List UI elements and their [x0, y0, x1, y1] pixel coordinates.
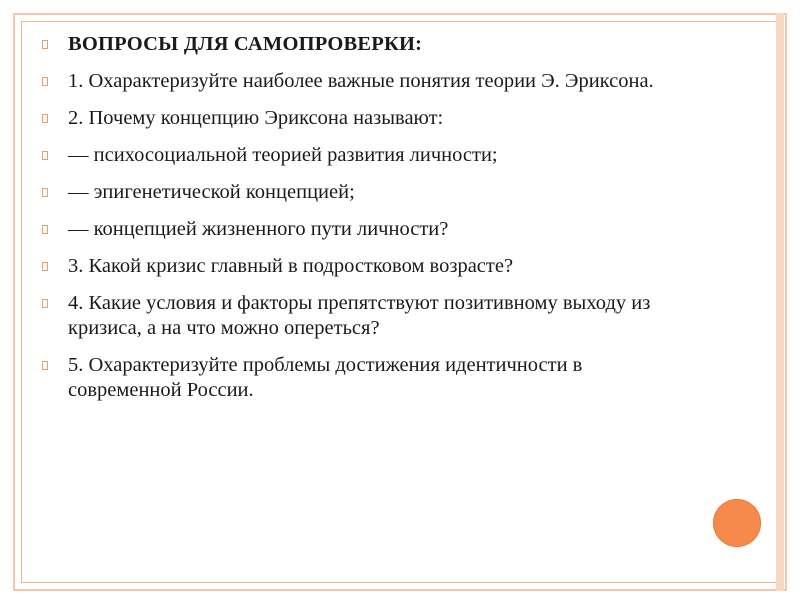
question-text: — концепцией жизненного пути личности? — [68, 218, 449, 240]
square-bullet-icon — [42, 291, 68, 316]
square-bullet-icon — [42, 69, 68, 94]
square-bullet-icon — [42, 143, 68, 168]
list-item — [42, 106, 682, 131]
list-item — [42, 180, 682, 205]
list-item — [42, 254, 682, 279]
square-bullet-icon — [42, 180, 68, 205]
square-bullet-icon — [42, 217, 68, 242]
list-item — [42, 353, 682, 403]
list-item — [42, 143, 682, 168]
list-item — [42, 69, 682, 94]
slide-right-stripe — [776, 13, 784, 591]
list-item — [42, 291, 682, 341]
square-bullet-icon — [42, 353, 68, 378]
question-text: 4. Какие условия и факторы препятствуют позитивному выходу из кризиса, а на что можно опереться? — [68, 292, 651, 339]
question-text: 3. Какой кризис главный в подростковом возрасте? — [68, 255, 514, 277]
decorative-circle — [713, 499, 761, 547]
square-bullet-icon — [42, 254, 68, 279]
question-text: 5. Охарактеризуйте проблемы достижения идентичности в современной России. — [68, 354, 583, 401]
bullet-list — [42, 32, 682, 415]
section-heading: ВОПРОСЫ ДЛЯ САМОПРОВЕРКИ: — [68, 33, 423, 55]
question-text: 1. Охарактеризуйте наиболее важные понятия теории Э. Эриксона. — [68, 70, 654, 92]
square-bullet-icon — [42, 106, 68, 131]
list-item — [42, 32, 682, 57]
list-item — [42, 217, 682, 242]
question-text: — психосоциальной теорией развития личности; — [68, 144, 498, 166]
square-bullet-icon — [42, 32, 68, 57]
question-text: 2. Почему концепцию Эриксона называют: — [68, 107, 444, 129]
question-text: — эпигенетической концепцией; — [68, 181, 355, 203]
